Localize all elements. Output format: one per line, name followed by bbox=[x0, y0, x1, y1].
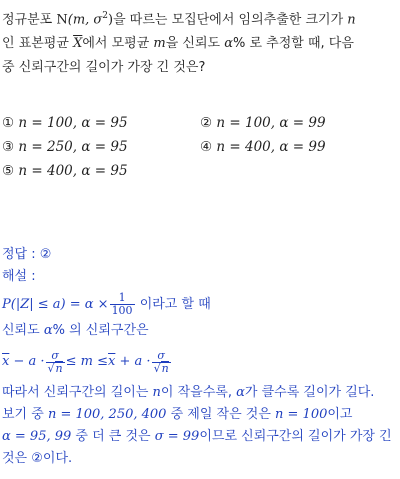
problem-line-2 bbox=[2, 32, 396, 56]
problem-text: 을 따르는 모집단에서 임의추출한 크기가 bbox=[113, 12, 348, 28]
dist-params: (m, σ bbox=[67, 12, 103, 28]
reasoning-line-1: 따라서 신뢰구간의 길이는 n이 작을수록, α가 클수록 길이가 길다. bbox=[2, 385, 375, 400]
fraction: $\frac{1}{100}$ bbox=[111, 291, 133, 317]
problem-statement bbox=[2, 4, 396, 80]
var-alpha: α bbox=[224, 36, 233, 52]
solution-block bbox=[2, 244, 398, 470]
reasoning-line-3: α = 95, 99 중 더 큰 것은 σ = 99이므로 신뢰구간의 길이가 가장 긴 bbox=[2, 429, 392, 444]
sigma-over-sqrt-n: $\frac{\sigma}{√n}$ bbox=[47, 348, 63, 375]
var-n: n bbox=[347, 12, 356, 28]
var-m: m bbox=[153, 36, 166, 52]
choice-1[interactable]: ① n = 100, α = 95 bbox=[2, 115, 128, 131]
normal-dist-symbol: N bbox=[56, 12, 68, 28]
probability-line: P(|Z| ≤ a) = α × $\frac{1}{100}$ 이라고 할 때 bbox=[2, 291, 211, 317]
sigma-over-sqrt-n: $\frac{\sigma}{√n}$ bbox=[153, 348, 169, 375]
choice-2[interactable]: ② n = 100, α = 99 bbox=[200, 115, 326, 131]
reasoning-line-4: 것은 ②이다. bbox=[2, 451, 73, 466]
interval-formula: $\overline{x} - a$ · $\frac{\sigma}{√n}$ ≤ $m \le\overline{x} + a$ · $\frac{\sigma}{√n}$ bbox=[2, 348, 169, 375]
explanation-label: 해설 : bbox=[2, 269, 36, 284]
problem-line-1 bbox=[2, 4, 396, 32]
problem-line-3: 중 신뢰구간의 길이가 가장 긴 것은? bbox=[2, 60, 206, 76]
problem-text: 정규분포 bbox=[2, 12, 57, 28]
reasoning-line-2: 보기 중 n = 100, 250, 400 중 제일 작은 것은 n = 100이고 bbox=[2, 407, 353, 422]
problem-text: 에서 모평균 bbox=[82, 36, 154, 52]
sample-mean-symbol: $\overline{X}$ bbox=[73, 36, 83, 52]
problem-text: 을 신뢰도 bbox=[165, 36, 225, 52]
close-paren: ) bbox=[108, 12, 114, 28]
choices-list bbox=[2, 115, 398, 187]
problem-text: % 로 추정할 때, 다음 bbox=[233, 36, 354, 52]
confidence-line: 신뢰도 α% 의 신뢰구간은 bbox=[2, 323, 149, 338]
choice-5[interactable]: ⑤ n = 400, α = 95 bbox=[2, 163, 128, 179]
exponent: 2 bbox=[102, 11, 109, 21]
choice-4[interactable]: ④ n = 400, α = 99 bbox=[200, 139, 326, 155]
choice-3[interactable]: ③ n = 250, α = 95 bbox=[2, 139, 128, 155]
problem-text: 인 표본평균 bbox=[2, 36, 74, 52]
answer-line: 정답 : ② bbox=[2, 247, 52, 262]
